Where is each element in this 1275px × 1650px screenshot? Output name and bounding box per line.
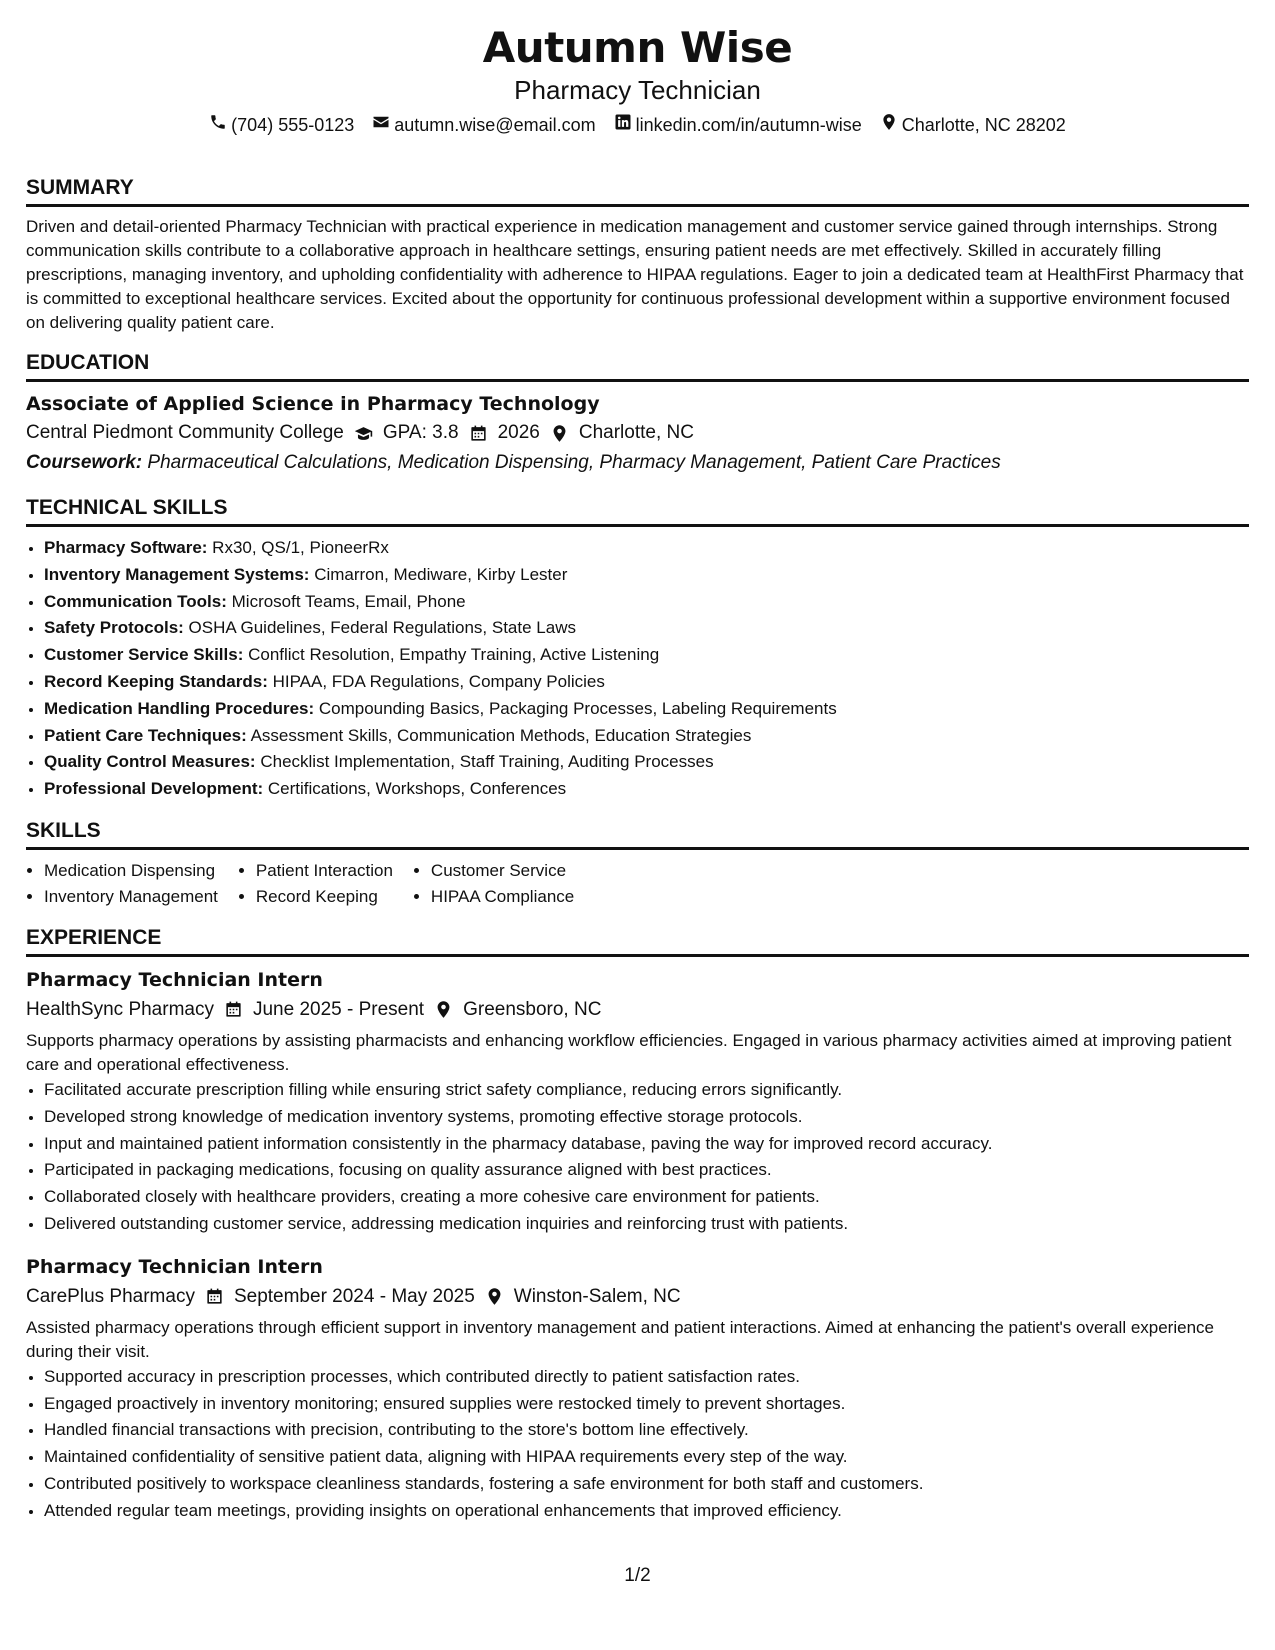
job-location: Winston-Salem, NC <box>513 1285 681 1307</box>
job-bullets <box>26 1364 1249 1525</box>
school-location: Charlotte, NC <box>578 422 694 443</box>
calendar-icon <box>224 1000 243 1019</box>
contact-phone <box>209 112 354 138</box>
job-bullet: • Attended regular team meetings, providing insights on operational enhancements that improved efficiency. <box>44 1498 1249 1525</box>
contact-linkedin[interactable] <box>614 112 862 138</box>
skill-item: • HIPAA Compliance <box>431 884 574 910</box>
envelope-icon <box>372 112 390 138</box>
technical-skill-item: • Communication Tools: Microsoft Teams, Email, Phone <box>44 589 1249 616</box>
job-bullet: • Collaborated closely with healthcare providers, creating a more cohesive care environment for patients. <box>44 1184 1249 1211</box>
linkedin-text: linkedin.com/in/autumn-wise <box>635 115 862 135</box>
job-bullet: • Facilitated accurate prescription filling while ensuring strict safety compliance, reducing errors significantly. <box>44 1077 1249 1104</box>
skills-column <box>238 858 393 910</box>
degree-title: Associate of Applied Science in Pharmacy Technology <box>26 393 600 415</box>
skills-section <box>26 819 1249 910</box>
candidate-role: Pharmacy Technician <box>514 75 761 105</box>
job-title: Pharmacy Technician Intern <box>26 968 323 991</box>
skill-item: • Patient Interaction <box>256 858 393 884</box>
contact-email[interactable] <box>372 112 595 138</box>
email-text: autumn.wise@email.com <box>394 115 596 135</box>
job-entry <box>26 965 1249 1238</box>
skill-item: • Medication Dispensing <box>44 858 218 884</box>
map-pin-icon <box>485 1287 504 1306</box>
summary-heading: SUMMARY <box>26 176 1249 207</box>
contact-row <box>26 112 1249 138</box>
summary-text: Driven and detail-oriented Pharmacy Technician with practical experience in medication management and customer service gained through internships. Strong communication skills contribute to a collaborative approach in healthcare settings, ensuring patient needs are met effectively. Skilled in accurately filling prescriptions, managing inventory, and upholding confidentiality with adherence to HIPAA regulations. Eager to join a dedicated team at HealthFirst Pharmacy that is committed to exceptional healthcare services. Excited about the opportunity for continuous professional development within a supportive environment focused on delivering quality patient care. <box>26 217 1244 332</box>
calendar-icon <box>205 1287 224 1306</box>
education-heading: EDUCATION <box>26 351 1249 382</box>
phone-icon <box>209 112 227 138</box>
skills-heading: SKILLS <box>26 819 1249 850</box>
coursework-label: Coursework: <box>26 452 143 473</box>
graduation-cap-icon <box>354 424 373 443</box>
technical-skill-item: • Pharmacy Software: Rx30, QS/1, PioneerRx <box>44 535 1249 562</box>
job-meta <box>26 995 1249 1025</box>
technical-skill-item: • Customer Service Skills: Conflict Resolution, Empathy Training, Active Listening <box>44 642 1249 669</box>
candidate-name: Autumn Wise <box>482 23 793 72</box>
technical-skill-item: • Professional Development: Certifications, Workshops, Conferences <box>44 776 1249 803</box>
map-pin-icon <box>880 112 898 138</box>
job-bullet: • Handled financial transactions with precision, contributing to the store's bottom line effectively. <box>44 1417 1249 1444</box>
page-number: 1/2 <box>624 1565 651 1586</box>
linkedin-icon <box>614 112 632 138</box>
job-bullet: • Engaged proactively in inventory monitoring; ensured supplies were restocked timely to prevent shortages. <box>44 1391 1249 1418</box>
contact-location <box>880 112 1066 138</box>
skills-grid <box>26 858 1249 910</box>
technical-skills-heading: TECHNICAL SKILLS <box>26 496 1249 527</box>
calendar-icon <box>469 424 488 443</box>
experience-section <box>26 926 1249 1525</box>
experience-heading: EXPERIENCE <box>26 926 1249 957</box>
technical-skill-item: • Record Keeping Standards: HIPAA, FDA Regulations, Company Policies <box>44 669 1249 696</box>
job-description: Supports pharmacy operations by assisting pharmacists and enhancing workflow efficiencies. Engaged in various pharmacy activities aimed at improving patient care and operational effectiveness. <box>26 1030 1232 1074</box>
job-bullet: • Participated in packaging medications, focusing on quality assurance aligned with best practices. <box>44 1157 1249 1184</box>
job-dates: June 2025 - Present <box>252 998 425 1020</box>
location-text: Charlotte, NC 28202 <box>901 115 1066 135</box>
job-bullet: • Delivered outstanding customer service, addressing medication inquiries and reinforcing trust with patients. <box>44 1211 1249 1238</box>
skills-column <box>26 858 218 910</box>
technical-skills-list <box>26 535 1249 803</box>
job-description: Assisted pharmacy operations through efficient support in inventory management and patient interactions. Aimed at enhancing the patient's overall experience during their visit. <box>26 1317 1214 1361</box>
technical-skill-item: • Quality Control Measures: Checklist Implementation, Staff Training, Auditing Processes <box>44 749 1249 776</box>
job-bullets <box>26 1077 1249 1238</box>
job-bullet: • Developed strong knowledge of medication inventory systems, promoting effective storage protocols. <box>44 1104 1249 1131</box>
technical-skill-item: • Inventory Management Systems: Cimarron, Mediware, Kirby Lester <box>44 562 1249 589</box>
skill-item: • Inventory Management <box>44 884 218 910</box>
gpa-text: GPA: 3.8 <box>382 422 459 443</box>
skill-item: • Record Keeping <box>256 884 393 910</box>
job-bullet: • Contributed positively to workspace cleanliness standards, fostering a safe environment for both staff and customers. <box>44 1471 1249 1498</box>
technical-skill-item: • Safety Protocols: OSHA Guidelines, Federal Regulations, State Laws <box>44 615 1249 642</box>
summary-section <box>26 176 1249 335</box>
job-bullet: • Input and maintained patient information consistently in the pharmacy database, paving the way for improved record accuracy. <box>44 1131 1249 1158</box>
job-bullet: • Supported accuracy in prescription processes, which contributed directly to patient satisfaction rates. <box>44 1364 1249 1391</box>
map-pin-icon <box>550 424 569 443</box>
technical-skill-item: • Patient Care Techniques: Assessment Skills, Communication Methods, Education Strategies <box>44 723 1249 750</box>
skills-column <box>413 858 574 910</box>
school-name: Central Piedmont Community College <box>26 422 344 443</box>
company-name: HealthSync Pharmacy <box>26 998 214 1020</box>
company-name: CarePlus Pharmacy <box>26 1285 195 1307</box>
job-meta <box>26 1282 1249 1312</box>
map-pin-icon <box>434 1000 453 1019</box>
education-section <box>26 351 1249 478</box>
job-dates: September 2024 - May 2025 <box>233 1285 475 1307</box>
coursework <box>26 448 1249 478</box>
job-title: Pharmacy Technician Intern <box>26 1255 323 1278</box>
technical-skills-section <box>26 496 1249 803</box>
technical-skill-item: • Medication Handling Procedures: Compounding Basics, Packaging Processes, Labeling Requirements <box>44 696 1249 723</box>
graduation-year: 2026 <box>497 422 540 443</box>
coursework-list: Pharmaceutical Calculations, Medication Dispensing, Pharmacy Management, Patient Care Practices <box>142 452 1001 473</box>
education-meta <box>26 418 1249 448</box>
skill-item: • Customer Service <box>431 858 574 884</box>
job-entry <box>26 1252 1249 1525</box>
job-bullet: • Maintained confidentiality of sensitive patient data, aligning with HIPAA requirements every step of the way. <box>44 1444 1249 1471</box>
job-location: Greensboro, NC <box>463 998 602 1020</box>
phone-text: (704) 555-0123 <box>231 115 355 135</box>
